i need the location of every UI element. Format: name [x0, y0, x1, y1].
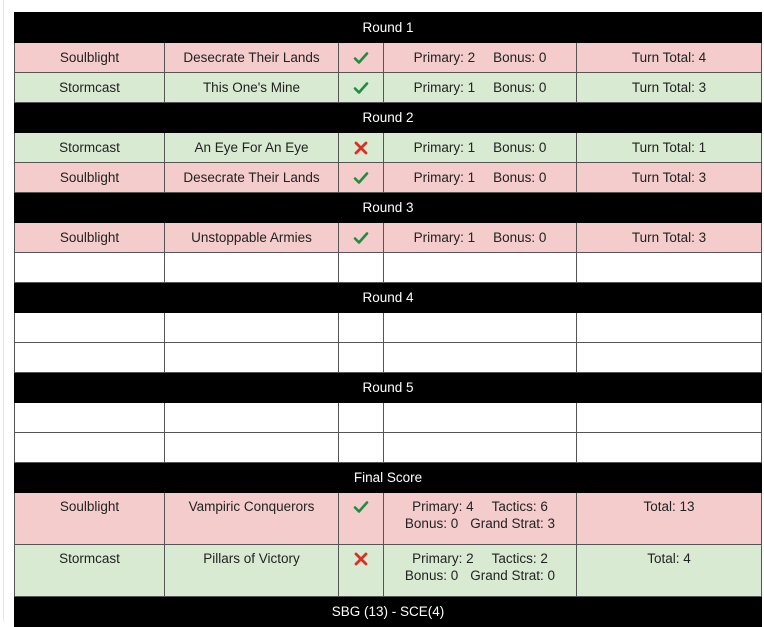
cross-icon: [353, 140, 369, 156]
primary-value: 1: [467, 140, 476, 155]
empty-cell[interactable]: [165, 343, 339, 373]
points-cell[interactable]: [384, 133, 577, 163]
primary-value: 2: [467, 50, 476, 65]
final-total-label: Total:: [647, 551, 680, 566]
bonus-value: 0: [450, 568, 459, 583]
turn-total-label: Turn Total:: [631, 50, 695, 65]
bonus-label: Bonus:: [493, 170, 536, 185]
empty-cell[interactable]: [384, 313, 577, 343]
final-row: [15, 493, 762, 545]
army-cell[interactable]: Stormcast: [15, 133, 165, 163]
empty-cell[interactable]: [165, 313, 339, 343]
army-cell[interactable]: Soulblight: [15, 43, 165, 73]
turn-total-value: 4: [698, 50, 707, 65]
check-icon: [353, 80, 369, 96]
status-cell[interactable]: [339, 43, 384, 73]
empty-turn-row: [15, 403, 762, 433]
empty-cell[interactable]: [339, 403, 384, 433]
grand-strategy-cell[interactable]: Vampiric Conquerors: [165, 493, 339, 545]
primary-value: 1: [467, 80, 476, 95]
status-cell[interactable]: [339, 223, 384, 253]
turn-total-label: Turn Total:: [631, 140, 695, 155]
empty-cell[interactable]: [339, 313, 384, 343]
tactics-label: Tactics:: [491, 551, 537, 566]
grand-strat-label: Grand Strat:: [470, 568, 544, 583]
round-header-row: [15, 373, 762, 403]
points-line-1: [412, 499, 548, 514]
primary-label: Primary:: [413, 230, 464, 245]
turn-row: [15, 223, 762, 253]
turn-total-value: 3: [698, 230, 707, 245]
turn-row: [15, 163, 762, 193]
summary-row: [15, 597, 762, 627]
turn-total-label: Turn Total:: [631, 80, 695, 95]
final-total-value: 4: [683, 551, 691, 566]
turn-total-value: 3: [698, 80, 707, 95]
empty-cell[interactable]: [384, 253, 577, 283]
points-cell[interactable]: [384, 73, 577, 103]
final-points-cell[interactable]: [384, 545, 577, 597]
round-title[interactable]: Round 3: [15, 193, 762, 223]
turn-total-label: Turn Total:: [631, 170, 695, 185]
final-score-title[interactable]: Final Score: [15, 463, 762, 493]
primary-label: Primary:: [412, 551, 463, 566]
objective-cell[interactable]: Desecrate Their Lands: [165, 43, 339, 73]
status-cell[interactable]: [339, 493, 384, 545]
status-cell[interactable]: [339, 545, 384, 597]
grand-strat-value: 3: [547, 516, 556, 531]
status-cell[interactable]: [339, 133, 384, 163]
points-cell[interactable]: [384, 223, 577, 253]
grand-strat-value: 0: [547, 568, 556, 583]
army-cell[interactable]: Stormcast: [15, 73, 165, 103]
check-icon: [353, 230, 369, 246]
turn-total-cell[interactable]: [577, 133, 762, 163]
empty-cell[interactable]: [384, 403, 577, 433]
tactics-label: Tactics:: [491, 499, 537, 514]
points-line-1: [412, 551, 548, 566]
round-header-row: [15, 193, 762, 223]
turn-total-cell[interactable]: [577, 223, 762, 253]
bonus-value: 0: [538, 50, 547, 65]
empty-cell[interactable]: [165, 433, 339, 463]
empty-cell[interactable]: [577, 403, 762, 433]
empty-cell[interactable]: [15, 433, 165, 463]
turn-total-cell[interactable]: [577, 43, 762, 73]
final-total-cell[interactable]: [577, 545, 762, 597]
turn-row: [15, 133, 762, 163]
bonus-label: Bonus:: [493, 140, 536, 155]
status-cell[interactable]: [339, 73, 384, 103]
points-line-2: [384, 516, 576, 531]
final-total-cell[interactable]: [577, 493, 762, 545]
points-cell[interactable]: [384, 43, 577, 73]
round-header-row: [15, 283, 762, 313]
turn-total-value: 1: [698, 140, 707, 155]
round-title[interactable]: Round 5: [15, 373, 762, 403]
match-summary[interactable]: SBG (13) - SCE(4): [15, 597, 762, 627]
round-title[interactable]: Round 2: [15, 103, 762, 133]
round-header-row: [15, 103, 762, 133]
empty-cell[interactable]: [577, 253, 762, 283]
bonus-value: 0: [538, 140, 547, 155]
grand-strategy-cell[interactable]: Pillars of Victory: [165, 545, 339, 597]
primary-value: 1: [467, 230, 476, 245]
army-cell[interactable]: Soulblight: [15, 223, 165, 253]
round-header-row: [15, 13, 762, 43]
check-icon: [353, 499, 369, 515]
bonus-label: Bonus:: [493, 80, 536, 95]
objective-cell[interactable]: Desecrate Their Lands: [165, 163, 339, 193]
round-title[interactable]: Round 4: [15, 283, 762, 313]
turn-row: [15, 43, 762, 73]
status-cell[interactable]: [339, 163, 384, 193]
bonus-value: 0: [538, 230, 547, 245]
bonus-value: 0: [450, 516, 459, 531]
tactics-value: 6: [540, 499, 548, 514]
objective-cell[interactable]: An Eye For An Eye: [165, 133, 339, 163]
objective-cell[interactable]: Unstoppable Armies: [165, 223, 339, 253]
empty-cell[interactable]: [384, 433, 577, 463]
bonus-label: Bonus:: [404, 568, 447, 583]
scoreboard-table: [14, 12, 762, 627]
final-total-label: Total:: [643, 499, 676, 514]
army-cell[interactable]: Soulblight: [15, 493, 165, 545]
check-icon: [353, 50, 369, 66]
check-icon: [353, 170, 369, 186]
empty-turn-row: [15, 253, 762, 283]
points-line-2: [384, 568, 576, 583]
empty-turn-row: [15, 343, 762, 373]
empty-cell[interactable]: [15, 403, 165, 433]
round-title[interactable]: Round 1: [15, 13, 762, 43]
primary-label: Primary:: [412, 499, 463, 514]
final-points-cell[interactable]: [384, 493, 577, 545]
turn-total-cell[interactable]: [577, 163, 762, 193]
bonus-value: 0: [538, 170, 547, 185]
empty-cell[interactable]: [15, 253, 165, 283]
primary-label: Primary:: [413, 80, 464, 95]
final-total-value: 13: [679, 499, 695, 514]
empty-cell[interactable]: [339, 433, 384, 463]
empty-turn-row: [15, 313, 762, 343]
primary-value: 4: [466, 499, 474, 514]
bonus-label: Bonus:: [404, 516, 447, 531]
grand-strat-label: Grand Strat:: [470, 516, 544, 531]
bonus-value: 0: [538, 80, 547, 95]
empty-cell[interactable]: [15, 343, 165, 373]
final-score-header-row: [15, 463, 762, 493]
empty-cell[interactable]: [165, 403, 339, 433]
army-cell[interactable]: Stormcast: [15, 545, 165, 597]
turn-row: [15, 73, 762, 103]
empty-cell[interactable]: [15, 313, 165, 343]
primary-label: Primary:: [413, 50, 464, 65]
gutter-divider: [3, 0, 4, 621]
bonus-label: Bonus:: [493, 230, 536, 245]
empty-cell[interactable]: [577, 343, 762, 373]
points-cell[interactable]: [384, 163, 577, 193]
turn-total-cell[interactable]: [577, 73, 762, 103]
empty-cell[interactable]: [339, 343, 384, 373]
tactics-value: 2: [540, 551, 548, 566]
primary-value: 1: [467, 170, 476, 185]
empty-cell[interactable]: [165, 253, 339, 283]
empty-cell[interactable]: [384, 343, 577, 373]
primary-label: Primary:: [413, 140, 464, 155]
turn-total-label: Turn Total:: [631, 230, 695, 245]
primary-label: Primary:: [413, 170, 464, 185]
cross-icon: [353, 551, 369, 567]
empty-turn-row: [15, 433, 762, 463]
bonus-label: Bonus:: [493, 50, 536, 65]
empty-cell[interactable]: [577, 433, 762, 463]
army-cell[interactable]: Soulblight: [15, 163, 165, 193]
final-row: [15, 545, 762, 597]
primary-value: 2: [466, 551, 474, 566]
empty-cell[interactable]: [577, 313, 762, 343]
turn-total-value: 3: [698, 170, 707, 185]
empty-cell[interactable]: [339, 253, 384, 283]
objective-cell[interactable]: This One's Mine: [165, 73, 339, 103]
